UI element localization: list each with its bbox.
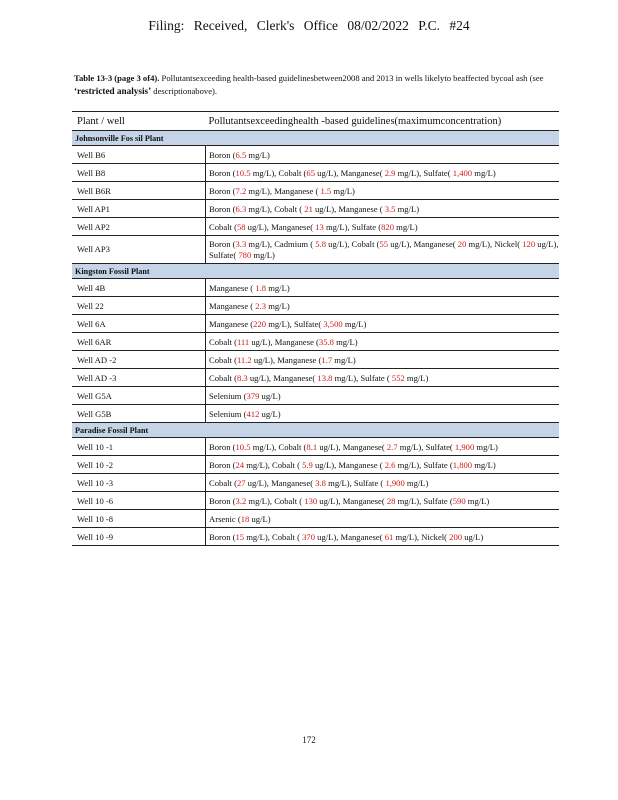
pollutant-name: Manganese ( — [274, 185, 321, 196]
pollutant-list — [206, 297, 560, 315]
well-name: Well 6AR — [72, 333, 206, 351]
well-name: Well 6A — [72, 315, 206, 333]
pollutant-name: Sulfate( — [425, 441, 455, 452]
pollutant-list — [206, 510, 560, 528]
pollutant-list — [206, 279, 560, 297]
table-row — [72, 200, 559, 218]
concentration-unit: mg/L) — [251, 249, 275, 260]
pollutant-name: Cobalt ( — [278, 167, 307, 178]
table-row — [72, 315, 559, 333]
pollutant-name: Sulfate( — [423, 167, 453, 178]
pollutant-list — [206, 164, 560, 182]
table-row — [72, 528, 559, 546]
pollutant-name: Cobalt ( — [351, 238, 380, 249]
table-row — [72, 456, 559, 474]
pollutant-name: Boron ( — [209, 459, 236, 470]
pollutant-name: Boron ( — [209, 495, 236, 506]
concentration-unit: mg/L), — [466, 238, 495, 249]
well-name: Well 4B — [72, 279, 206, 297]
table-row — [72, 333, 559, 351]
concentration-unit: ug/L), — [315, 167, 341, 178]
table-row — [72, 438, 559, 456]
concentration-value: 370 — [302, 531, 315, 542]
concentration-unit: ug/L) — [462, 531, 484, 542]
concentration-value: 552 — [391, 372, 405, 383]
concentration-value: 7.2 — [235, 185, 247, 196]
concentration-unit: mg/L), — [246, 203, 273, 214]
pollutant-list — [206, 405, 560, 423]
well-name: Well AP3 — [72, 236, 206, 264]
concentration-value: 27 — [236, 477, 246, 488]
concentration-value: 120 — [522, 238, 536, 249]
concentration-value: 220 — [253, 318, 267, 329]
section-title: Kingston Fossil Plant — [72, 264, 559, 279]
well-name: Well 10 -6 — [72, 492, 206, 510]
pollutant-list — [206, 236, 560, 264]
pollutant-name: Cobalt ( — [209, 221, 237, 232]
concentration-value: 6.3 — [235, 203, 247, 214]
table-row — [72, 164, 559, 182]
well-name: Well G5B — [72, 405, 206, 423]
concentration-unit: ug/L), — [249, 336, 275, 347]
pollutant-name: Sulfate ( — [423, 459, 453, 470]
pollutant-list — [206, 387, 560, 405]
page-number: 172 — [302, 735, 316, 745]
concentration-unit: mg/L) — [404, 477, 429, 488]
concentration-value: 6.5 — [235, 149, 247, 160]
well-name: Well 10 -8 — [72, 510, 206, 528]
table-row — [72, 297, 559, 315]
concentration-unit: mg/L) — [332, 354, 356, 365]
table-row — [72, 218, 559, 236]
concentration-unit: mg/L), — [393, 531, 422, 542]
concentration-value: 3.8 — [315, 477, 326, 488]
pollutant-name: Cobalt ( — [272, 459, 303, 470]
pollutant-name: Manganese( — [413, 238, 458, 249]
pollutant-name: Cobalt ( — [209, 336, 237, 347]
table-row — [72, 510, 559, 528]
concentration-value: 15 — [235, 531, 245, 542]
concentration-value: 20 — [457, 238, 467, 249]
pollutant-name: Boron ( — [209, 238, 236, 249]
table-header-row — [72, 112, 559, 131]
concentration-unit: mg/L) — [331, 185, 355, 196]
pollutant-list — [206, 492, 560, 510]
pollutant-name: Manganese( — [342, 495, 387, 506]
pollutant-name: Manganese ( — [209, 282, 256, 293]
concentration-value: 2.3 — [255, 300, 267, 311]
pollutant-name: Sulfate ( — [351, 221, 382, 232]
column-header-pollutants: Pollutantsexceedinghealth -based guidelines(maximumconcentration) — [206, 112, 560, 131]
concentration-unit: ug/L), — [251, 354, 278, 365]
caption-restricted-analysis: ‘restricted analysis’ — [74, 86, 152, 96]
concentration-unit: ug/L), — [312, 203, 337, 214]
pollutant-name: Manganese ( — [277, 354, 322, 365]
concentration-unit: mg/L), — [246, 185, 273, 196]
pollutant-name: Boron ( — [209, 185, 236, 196]
pollutant-name: Nickel( — [494, 238, 523, 249]
concentration-value: 2.6 — [384, 459, 396, 470]
concentration-value: 18 — [240, 513, 250, 524]
concentration-value: 130 — [304, 495, 318, 506]
pollutant-name: Cobalt ( — [209, 372, 237, 383]
section-title: Johnsonville Fos sil Plant — [72, 131, 559, 146]
concentration-value: 2.7 — [386, 441, 398, 452]
section-title: Paradise Fossil Plant — [72, 423, 559, 438]
concentration-unit: mg/L) — [472, 459, 496, 470]
well-name: Well 10 -2 — [72, 456, 206, 474]
table-caption — [74, 72, 564, 98]
concentration-value: 1,900 — [454, 441, 475, 452]
concentration-unit: mg/L), — [250, 441, 279, 452]
concentration-unit: mg/L) — [472, 167, 496, 178]
concentration-value: 21 — [304, 203, 313, 214]
pollutant-name: Arsenic ( — [209, 513, 241, 524]
pollutant-name: Sulfate( — [293, 318, 324, 329]
pollutant-name: Manganese ( — [338, 459, 385, 470]
pollutant-list — [206, 218, 560, 236]
pollutant-list — [206, 456, 560, 474]
well-name: Well B6 — [72, 146, 206, 164]
table-row — [72, 492, 559, 510]
pollutant-name: Sulfate ( — [353, 477, 386, 488]
well-name: Well B8 — [72, 164, 206, 182]
concentration-unit: ug/L), — [326, 238, 352, 249]
well-name: Well AP1 — [72, 200, 206, 218]
table-row — [72, 182, 559, 200]
well-name: Well 10 -9 — [72, 528, 206, 546]
concentration-value: 780 — [238, 249, 252, 260]
concentration-value: 1.5 — [320, 185, 332, 196]
concentration-unit: mg/L), — [266, 318, 294, 329]
pollutant-name: Sulfate ( — [423, 495, 453, 506]
concentration-unit: ug/L), — [388, 238, 414, 249]
pollutant-list — [206, 474, 560, 492]
well-name: Well G5A — [72, 387, 206, 405]
concentration-value: 3,500 — [323, 318, 343, 329]
pollutant-name: Boron ( — [209, 203, 236, 214]
pollutant-table — [72, 111, 559, 546]
concentration-value: 590 — [452, 495, 466, 506]
section-row — [72, 131, 559, 146]
pollutant-list — [206, 315, 560, 333]
concentration-unit: mg/L), — [332, 372, 359, 383]
pollutant-name: Cobalt ( — [209, 354, 237, 365]
concentration-value: 1,800 — [452, 459, 473, 470]
table-row — [72, 146, 559, 164]
concentration-unit: mg/L), — [244, 531, 270, 542]
pollutant-name: Boron ( — [209, 531, 236, 542]
table-row — [72, 387, 559, 405]
caption-text-end: descriptionabove). — [151, 86, 218, 96]
column-header-plant-well: Plant / well — [72, 112, 206, 131]
concentration-value: 1.8 — [255, 282, 267, 293]
pollutant-name: Manganese( — [342, 441, 387, 452]
pollutant-list — [206, 146, 560, 164]
concentration-value: 1,900 — [385, 477, 405, 488]
pollutant-name: Cobalt ( — [274, 203, 305, 214]
concentration-unit: ug/L) — [259, 390, 281, 401]
concentration-unit: ug/L), — [245, 221, 269, 232]
pollutant-list — [206, 369, 560, 387]
concentration-unit: ug/L), — [315, 531, 341, 542]
concentration-unit: mg/L), — [246, 495, 273, 506]
pollutant-name: Sulfate( — [209, 249, 239, 260]
pollutant-name: Cobalt ( — [278, 441, 307, 452]
pollutant-name: Sulfate ( — [360, 372, 392, 383]
concentration-value: 1,400 — [452, 167, 473, 178]
concentration-value: 5.9 — [302, 459, 313, 470]
concentration-unit: mg/L) — [404, 372, 429, 383]
pollutant-name: Selenium ( — [209, 390, 247, 401]
concentration-unit: mg/L) — [394, 221, 418, 232]
pollutant-list — [206, 200, 560, 218]
concentration-unit: mg/L) — [465, 495, 490, 506]
table-row — [72, 405, 559, 423]
concentration-unit: mg/L), — [395, 167, 422, 178]
pollutant-name: Selenium ( — [209, 408, 247, 419]
table-row — [72, 369, 559, 387]
pollutant-list — [206, 333, 560, 351]
concentration-value: 2.9 — [384, 167, 396, 178]
concentration-value: 8.1 — [306, 441, 318, 452]
concentration-value: 11.2 — [236, 354, 252, 365]
caption-label: Table 13-3 (page 3 of4). — [74, 73, 160, 83]
concentration-value: 28 — [386, 495, 396, 506]
pollutant-table-body — [72, 112, 559, 546]
concentration-unit: mg/L), — [246, 238, 273, 249]
concentration-unit: mg/L), — [397, 441, 424, 452]
concentration-unit: ug/L), — [245, 477, 269, 488]
concentration-unit: ug/L), — [247, 372, 272, 383]
concentration-unit: mg/L), — [323, 221, 352, 232]
table-row — [72, 351, 559, 369]
concentration-value: 55 — [379, 238, 389, 249]
concentration-unit: mg/L) — [342, 318, 367, 329]
concentration-value: 24 — [235, 459, 245, 470]
pollutant-name: Boron ( — [209, 441, 236, 452]
pollutant-list — [206, 351, 560, 369]
concentration-value: 379 — [246, 390, 260, 401]
concentration-value: 3.3 — [235, 238, 247, 249]
well-name: Well 10 -3 — [72, 474, 206, 492]
pollutant-name: Manganese( — [273, 372, 318, 383]
pollutant-list — [206, 182, 560, 200]
well-name: Well AD -2 — [72, 351, 206, 369]
concentration-value: 65 — [306, 167, 316, 178]
pollutant-name: Nickel( — [421, 531, 450, 542]
concentration-unit: ug/L) — [259, 408, 281, 419]
pollutant-name: Cobalt ( — [272, 531, 303, 542]
caption-text: Pollutantsexceeding health-based guidelinesbetween2008 and 2013 in wells likelyto beaffected bycoal ash (see — [159, 73, 544, 83]
concentration-unit: ug/L), — [317, 441, 343, 452]
table-row — [72, 236, 559, 264]
concentration-unit: mg/L) — [474, 441, 498, 452]
well-name: Well AD -3 — [72, 369, 206, 387]
well-name: Well AP2 — [72, 218, 206, 236]
concentration-value: 5.8 — [315, 238, 326, 249]
pollutant-name: Cadmium ( — [274, 238, 316, 249]
pollutant-name: Manganese( — [340, 531, 385, 542]
concentration-unit: ug/L), — [535, 238, 559, 249]
well-name: Well 22 — [72, 297, 206, 315]
concentration-unit: mg/L), — [250, 167, 279, 178]
concentration-value: 8.3 — [236, 372, 248, 383]
concentration-value: 3.2 — [235, 495, 247, 506]
concentration-value: 10.5 — [235, 167, 251, 178]
concentration-unit: ug/L) — [249, 513, 271, 524]
concentration-value: 58 — [236, 221, 246, 232]
concentration-value: 3.5 — [384, 203, 396, 214]
concentration-unit: mg/L) — [333, 336, 358, 347]
pollutant-name: Boron ( — [209, 167, 236, 178]
concentration-value: 13 — [315, 221, 324, 232]
concentration-value: 35.8 — [318, 336, 334, 347]
concentration-unit: mg/L) — [266, 300, 290, 311]
section-row — [72, 264, 559, 279]
pollutant-name: Manganese( — [340, 167, 385, 178]
table-row — [72, 474, 559, 492]
concentration-unit: ug/L), — [317, 495, 343, 506]
concentration-value: 1.7 — [321, 354, 333, 365]
pollutant-name: Manganese( — [271, 477, 316, 488]
table-row — [72, 279, 559, 297]
pollutant-name: Cobalt ( — [274, 495, 305, 506]
section-row — [72, 423, 559, 438]
concentration-unit: mg/L) — [395, 203, 420, 214]
pollutant-name: Manganese ( — [338, 203, 385, 214]
concentration-value: 200 — [449, 531, 463, 542]
well-name: Well B6R — [72, 182, 206, 200]
pollutant-name: Manganese ( — [209, 318, 254, 329]
pollutant-name: Cobalt ( — [209, 477, 237, 488]
concentration-unit: mg/L), — [395, 459, 424, 470]
filing-header: Filing: Received, Clerk's Office 08/02/2022 P.C. #24 — [148, 18, 470, 33]
pollutant-name: Manganese ( — [274, 336, 319, 347]
concentration-unit: mg/L) — [246, 149, 270, 160]
pollutant-name: Manganese( — [271, 221, 316, 232]
concentration-value: 10.5 — [235, 441, 251, 452]
concentration-value: 412 — [246, 408, 260, 419]
concentration-value: 820 — [381, 221, 395, 232]
concentration-unit: mg/L), — [325, 477, 352, 488]
pollutant-name: Boron ( — [209, 149, 236, 160]
concentration-unit: mg/L), — [244, 459, 270, 470]
pollutant-name: Manganese ( — [209, 300, 256, 311]
concentration-unit: ug/L), — [312, 459, 337, 470]
concentration-unit: mg/L) — [266, 282, 290, 293]
concentration-value: 111 — [236, 336, 250, 347]
concentration-value: 61 — [384, 531, 394, 542]
well-name: Well 10 -1 — [72, 438, 206, 456]
concentration-unit: mg/L), — [395, 495, 424, 506]
pollutant-list — [206, 438, 560, 456]
concentration-value: 13.8 — [317, 372, 333, 383]
pollutant-list — [206, 528, 560, 546]
